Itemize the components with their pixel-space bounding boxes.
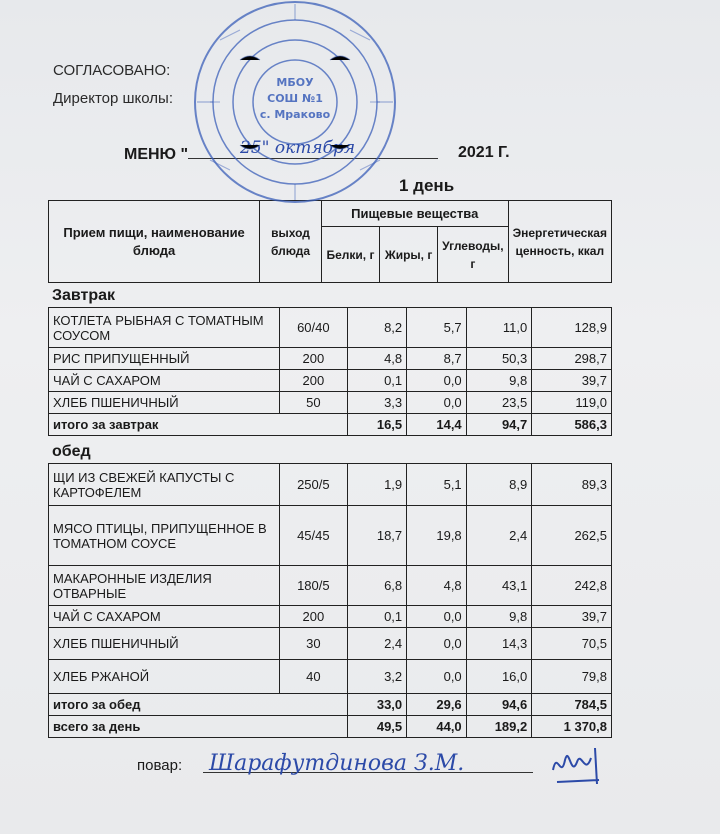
- dish-carbs: 43,1: [466, 566, 532, 606]
- day-total-row: [49, 716, 612, 738]
- dish-kcal: 262,5: [532, 506, 612, 566]
- total-carbs: 94,6: [466, 694, 532, 716]
- dish-yield: 200: [280, 348, 348, 370]
- table-row: [49, 308, 612, 348]
- dish-kcal: 128,9: [532, 308, 612, 348]
- table-row: [49, 392, 612, 414]
- dish-kcal: 39,7: [532, 370, 612, 392]
- dish-protein: 3,2: [347, 660, 407, 694]
- dish-carbs: 11,0: [466, 308, 532, 348]
- breakfast-title: Завтрак: [52, 287, 116, 304]
- cook-signature: [203, 742, 533, 782]
- day-total-carbs: 189,2: [466, 716, 532, 738]
- svg-text:СОШ №1: СОШ №1: [267, 92, 323, 105]
- lunch-table: [48, 463, 612, 738]
- dish-carbs: 50,3: [466, 348, 532, 370]
- table-row: [49, 370, 612, 392]
- dish-kcal: 70,5: [532, 628, 612, 660]
- dish-carbs: 9,8: [466, 370, 532, 392]
- dish-carbs: 2,4: [466, 506, 532, 566]
- dish-yield: 200: [280, 606, 348, 628]
- total-label: итого за обед: [49, 694, 348, 716]
- dish-yield: 180/5: [280, 566, 348, 606]
- col-meal-header: Прием пищи, наименование блюда: [49, 201, 260, 283]
- total-fat: 14,4: [407, 414, 467, 436]
- dish-carbs: 9,8: [466, 606, 532, 628]
- svg-text:25" октября: 25" октября: [240, 138, 356, 158]
- lunch-title: обед: [52, 443, 91, 460]
- dish-fat: 0,0: [407, 606, 467, 628]
- dish-protein: 4,8: [347, 348, 407, 370]
- table-row: [49, 506, 612, 566]
- dish-protein: 8,2: [347, 308, 407, 348]
- total-kcal: 784,5: [532, 694, 612, 716]
- cook-initials-signature: [547, 740, 607, 790]
- menu-label: МЕНЮ ": [124, 146, 189, 163]
- dish-name: КОТЛЕТА РЫБНАЯ С ТОМАТНЫМ СОУСОМ: [49, 308, 280, 348]
- table-row: [49, 464, 612, 506]
- day-total-fat: 44,0: [407, 716, 467, 738]
- dish-fat: 0,0: [407, 392, 467, 414]
- dish-kcal: 39,7: [532, 606, 612, 628]
- dish-name: МЯСО ПТИЦЫ, ПРИПУЩЕННОЕ В ТОМАТНОМ СОУСЕ: [49, 506, 280, 566]
- col-energy-header: Энергетическая ценность, ккал: [508, 201, 611, 283]
- dish-kcal: 298,7: [532, 348, 612, 370]
- dish-carbs: 23,5: [466, 392, 532, 414]
- dish-fat: 0,0: [407, 370, 467, 392]
- cook-label: повар:: [137, 757, 183, 774]
- dish-kcal: 79,8: [532, 660, 612, 694]
- dish-yield: 30: [280, 628, 348, 660]
- dish-kcal: 242,8: [532, 566, 612, 606]
- total-protein: 33,0: [347, 694, 407, 716]
- dish-name: ХЛЕБ РЖАНОЙ: [49, 660, 280, 694]
- dish-name: ХЛЕБ ПШЕНИЧНЫЙ: [49, 628, 280, 660]
- dish-protein: 0,1: [347, 370, 407, 392]
- dish-fat: 5,1: [407, 464, 467, 506]
- svg-text:МБОУ: МБОУ: [276, 76, 314, 89]
- breakfast-total-row: [49, 414, 612, 436]
- total-label: итого за завтрак: [49, 414, 348, 436]
- col-protein-header: Белки, г: [321, 227, 379, 283]
- dish-protein: 0,1: [347, 606, 407, 628]
- table-row: [49, 348, 612, 370]
- dish-carbs: 16,0: [466, 660, 532, 694]
- day-total-label: всего за день: [49, 716, 348, 738]
- svg-text:с. Мраково: с. Мраково: [259, 108, 331, 121]
- table-row: [49, 660, 612, 694]
- col-fat-header: Жиры, г: [380, 227, 438, 283]
- table-row: [49, 566, 612, 606]
- menu-table-header: [48, 200, 612, 283]
- col-nutrients-header: Пищевые вещества: [321, 201, 508, 227]
- dish-yield: 40: [280, 660, 348, 694]
- dish-carbs: 8,9: [466, 464, 532, 506]
- col-carbs-header: Углеводы, г: [438, 227, 508, 283]
- total-kcal: 586,3: [532, 414, 612, 436]
- dish-yield: 60/40: [280, 308, 348, 348]
- dish-protein: 18,7: [347, 506, 407, 566]
- dish-kcal: 119,0: [532, 392, 612, 414]
- dish-yield: 200: [280, 370, 348, 392]
- dish-protein: 1,9: [347, 464, 407, 506]
- dish-name: ЧАЙ С САХАРОМ: [49, 606, 280, 628]
- dish-name: РИС ПРИПУЩЕННЫЙ: [49, 348, 280, 370]
- menu-year: 2021 Г.: [458, 144, 510, 161]
- dish-fat: 5,7: [407, 308, 467, 348]
- dish-protein: 6,8: [347, 566, 407, 606]
- dish-carbs: 14,3: [466, 628, 532, 660]
- day-total-protein: 49,5: [347, 716, 407, 738]
- approved-label: СОГЛАСОВАНО:: [53, 62, 171, 79]
- svg-text:Шарафутдинова З.М.: Шарафутдинова З.М.: [209, 751, 465, 776]
- day-label: 1 день: [399, 176, 455, 195]
- dish-name: ХЛЕБ ПШЕНИЧНЫЙ: [49, 392, 280, 414]
- director-label: Директор школы:: [53, 90, 173, 107]
- total-carbs: 94,7: [466, 414, 532, 436]
- school-stamp: [180, 0, 410, 205]
- dish-name: ЩИ ИЗ СВЕЖЕЙ КАПУСТЫ С КАРТОФЕЛЕМ: [49, 464, 280, 506]
- col-yield-header: выход блюда: [260, 201, 322, 283]
- breakfast-table: [48, 307, 612, 436]
- day-total-kcal: 1 370,8: [532, 716, 612, 738]
- total-protein: 16,5: [347, 414, 407, 436]
- table-row: [49, 606, 612, 628]
- lunch-total-row: [49, 694, 612, 716]
- dish-fat: 0,0: [407, 628, 467, 660]
- dish-protein: 2,4: [347, 628, 407, 660]
- dish-name: ЧАЙ С САХАРОМ: [49, 370, 280, 392]
- dish-yield: 250/5: [280, 464, 348, 506]
- dish-protein: 3,3: [347, 392, 407, 414]
- dish-kcal: 89,3: [532, 464, 612, 506]
- total-fat: 29,6: [407, 694, 467, 716]
- dish-name: МАКАРОННЫЕ ИЗДЕЛИЯ ОТВАРНЫЕ: [49, 566, 280, 606]
- table-row: [49, 628, 612, 660]
- dish-fat: 4,8: [407, 566, 467, 606]
- dish-fat: 8,7: [407, 348, 467, 370]
- dish-yield: 45/45: [280, 506, 348, 566]
- dish-yield: 50: [280, 392, 348, 414]
- dish-fat: 0,0: [407, 660, 467, 694]
- dish-fat: 19,8: [407, 506, 467, 566]
